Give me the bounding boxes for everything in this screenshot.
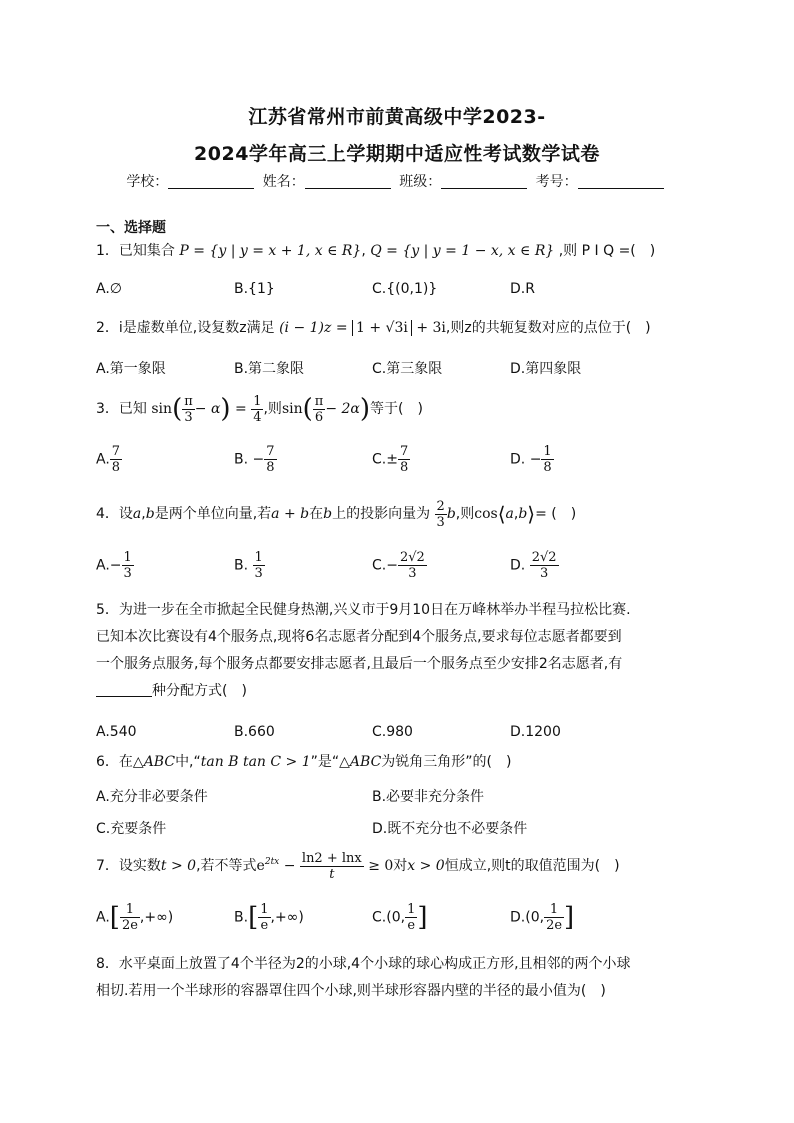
- q6-option-b[interactable]: B.必要非充分条件: [372, 789, 485, 805]
- q2-option-b[interactable]: B.第二象限: [234, 361, 305, 377]
- question-4: 4．设a,b是两个单位向量,若a + b在b上的投影向量为 $\frac{2}{3}$ b,则cos⟨a,b⟩= ( ): [96, 498, 577, 530]
- q2-option-c[interactable]: C.第三象限: [372, 361, 443, 377]
- question-5: [96, 597, 708, 705]
- q4-option-b[interactable]: B. $\frac{1}{3}$: [234, 550, 263, 581]
- q1-sep: ,: [361, 243, 366, 259]
- q4-vec-a: a: [132, 506, 142, 522]
- q4-cos: cos: [474, 506, 498, 522]
- q5-option-a[interactable]: A.540: [96, 724, 137, 740]
- q3-options: [96, 444, 716, 484]
- q6-triangle-2: △ABC: [339, 754, 382, 770]
- q3-option-a[interactable]: A. $\frac{7}{8}$: [96, 444, 121, 475]
- q3-frac-1-4: $\frac{1}{4}$: [253, 393, 262, 425]
- title-line-2: 2024学年高三上学期期中适应性考试数学试卷: [194, 143, 600, 165]
- q5-option-c[interactable]: C.980: [372, 724, 413, 740]
- q4-tail: = ( ): [535, 506, 577, 522]
- q7-frac: $\frac{\ln 2 + \ln x}{t}$: [301, 850, 362, 882]
- q3-option-c[interactable]: C.± $\frac{7}{8}$: [372, 444, 409, 475]
- q1-option-a[interactable]: A.∅: [96, 281, 122, 297]
- q5-line-2: 已知本次比赛设有4个服务点,现将6名志愿者分配到4个服务点,要求每位志愿者都要到: [96, 629, 622, 645]
- q3-option-d[interactable]: D. − $\frac{1}{8}$: [510, 444, 552, 475]
- q3-minus-alpha: − α: [194, 401, 221, 417]
- q1-option-b[interactable]: B.{1}: [234, 281, 275, 297]
- q4-option-d[interactable]: D. $\frac{2√2}{3}$: [510, 550, 557, 581]
- q7-option-b[interactable]: B.[ $\frac{1}{e}$ ,+∞): [234, 902, 304, 933]
- class-label: 班级：: [399, 174, 442, 190]
- student-info-row: [0, 171, 794, 191]
- q3-sin-2: sin: [281, 401, 303, 417]
- class-blank[interactable]: [441, 174, 527, 189]
- number-label: 考号：: [535, 174, 578, 190]
- q2-expr: (i − 1)z =: [279, 320, 348, 336]
- q7-option-a[interactable]: A.[ $\frac{1}{2e}$ ,+∞): [96, 902, 174, 933]
- q4-comma: ,: [141, 506, 146, 522]
- q5-line-3: 一个服务点服务,每个服务点都要安排志愿者,且最后一个服务点至少安排2名志愿者,有: [96, 656, 623, 672]
- q1-set-p: P = {y | y = x + 1, x ∈ R}: [179, 243, 362, 259]
- question-1: [96, 241, 716, 261]
- q3-prefix: 3．已知: [96, 401, 147, 417]
- q5-answer-blank[interactable]: [96, 682, 152, 697]
- school-label: 学校：: [126, 174, 169, 190]
- q7-mid1: ,若不等式: [196, 858, 257, 874]
- school-blank[interactable]: [168, 174, 254, 189]
- q7-ge: ≥ 0: [368, 858, 394, 874]
- q3-minus-2alpha: − 2α: [325, 401, 360, 417]
- q3-mid: ,则: [263, 401, 282, 417]
- q1-option-d[interactable]: D.R: [510, 281, 535, 297]
- q6-option-a[interactable]: A.充分非必要条件: [96, 789, 208, 805]
- question-7: [96, 845, 716, 883]
- q7-exp: 2tx: [264, 857, 280, 867]
- q2-expr-tail: + 3i: [416, 320, 446, 336]
- q3-tail: 等于( ): [370, 401, 423, 417]
- q5-line-1: 5．为进一步在全市掀起全民健身热潮,兴义市于9月10日在万峰林举办半程马拉松比赛.: [96, 602, 631, 618]
- question-6: [96, 752, 716, 772]
- number-blank[interactable]: [578, 174, 664, 189]
- q7-minus: −: [283, 858, 296, 874]
- q4-mid3: 上的投影向量为: [332, 506, 431, 522]
- title-line-1: 江苏省常州市前黄高级中学2023-: [248, 106, 546, 128]
- q2-option-d[interactable]: D.第四象限: [510, 361, 582, 377]
- q4-option-c[interactable]: C.− $\frac{2√2}{3}$: [372, 550, 425, 581]
- q5-option-b[interactable]: B.660: [234, 724, 275, 740]
- q6-condition: tan B tan C > 1: [200, 754, 311, 770]
- q5-option-d[interactable]: D.1200: [510, 724, 561, 740]
- q1-options: [96, 281, 716, 321]
- q6-mid2: ”是“: [310, 754, 340, 770]
- q6-prefix: 6．在: [96, 754, 133, 770]
- name-blank[interactable]: [305, 174, 391, 189]
- q5-line-4: 种分配方式( ): [96, 678, 708, 705]
- question-3: 3．已知 sin( $\frac{\pi}{3}$ − α) = $\frac{1}{4}$ ,则sin( $\frac{\pi}{6}$ − 2α)等于( ): [96, 393, 423, 425]
- q7-mid2: 对: [393, 858, 408, 874]
- section-title: 一、选择题: [96, 220, 166, 236]
- q6-mid1: 中,“: [175, 754, 201, 770]
- q4-mid4: ,则: [455, 506, 475, 522]
- q4-a-plus-b: a + b: [271, 506, 310, 522]
- q6-triangle: △ABC: [132, 754, 176, 770]
- q8-line-1: 8．水平桌面上放置了4个半径为2的小球,4个小球的球心构成正方形,且相邻的两个小球: [96, 956, 631, 972]
- question-8: [96, 951, 708, 1005]
- q2-prefix: 2．i是虚数单位,设复数z满足: [96, 320, 275, 336]
- q4-vec-b-2: b: [323, 506, 333, 522]
- q4-mid1: 是两个单位向量,若: [154, 506, 272, 522]
- q4-vec-b-3: b: [446, 506, 456, 522]
- q3-option-b[interactable]: B. − $\frac{7}{8}$: [234, 444, 275, 475]
- question-2: [96, 318, 716, 338]
- q1-tail: ,则 P I Q =( ): [558, 243, 656, 259]
- q3-frac-pi-3: $\frac{\pi}{3}$: [184, 393, 193, 425]
- q7-option-d[interactable]: D.(0, $\frac{1}{2e}$ ]: [510, 902, 575, 933]
- q6-option-c[interactable]: C.充要条件: [96, 821, 167, 837]
- q2-abs: 1 + √3i: [352, 320, 412, 336]
- q4-mid2: 在: [309, 506, 324, 522]
- q4-option-a[interactable]: A.− $\frac{1}{3}$: [96, 550, 132, 581]
- q6-mid3: 为锐角三角形”的( ): [381, 754, 512, 770]
- q7-tail: 恒成立,则t的取值范围为( ): [444, 858, 620, 874]
- q4-frac: $\frac{2}{3}$: [436, 498, 445, 530]
- q8-line-2: 相切.若用一个半球形的容器罩住四个小球,则半球形容器内壁的半径的最小值为( ): [96, 983, 606, 999]
- q7-prefix: 7．设实数: [96, 858, 161, 874]
- q7-e: e: [256, 858, 265, 874]
- q3-sin-1: sin: [151, 401, 173, 417]
- q7-t-cond: t > 0: [160, 858, 197, 874]
- q4-options: [96, 550, 716, 590]
- q7-options: [96, 902, 716, 942]
- q6-option-d[interactable]: D.既不充分也不必要条件: [372, 821, 528, 837]
- q1-set-q: Q = {y | y = 1 − x, x ∈ R}: [370, 243, 555, 259]
- name-label: 姓名：: [262, 174, 305, 190]
- q2-option-a[interactable]: A.第一象限: [96, 361, 166, 377]
- q1-prefix: 1．已知集合: [96, 243, 175, 259]
- q1-option-c[interactable]: C.{(0,1)}: [372, 281, 438, 297]
- q4-prefix: 4．设: [96, 506, 133, 522]
- q7-x-cond: x > 0: [407, 858, 445, 874]
- q4-vec-b: b: [145, 506, 155, 522]
- q7-option-c[interactable]: C.(0, $\frac{1}{e}$ ]: [372, 902, 428, 933]
- q2-tail: ,则z的共轭复数对应的点位于( ): [445, 320, 651, 336]
- q3-eq: =: [235, 401, 247, 417]
- q3-frac-pi-6: $\frac{\pi}{6}$: [314, 393, 324, 425]
